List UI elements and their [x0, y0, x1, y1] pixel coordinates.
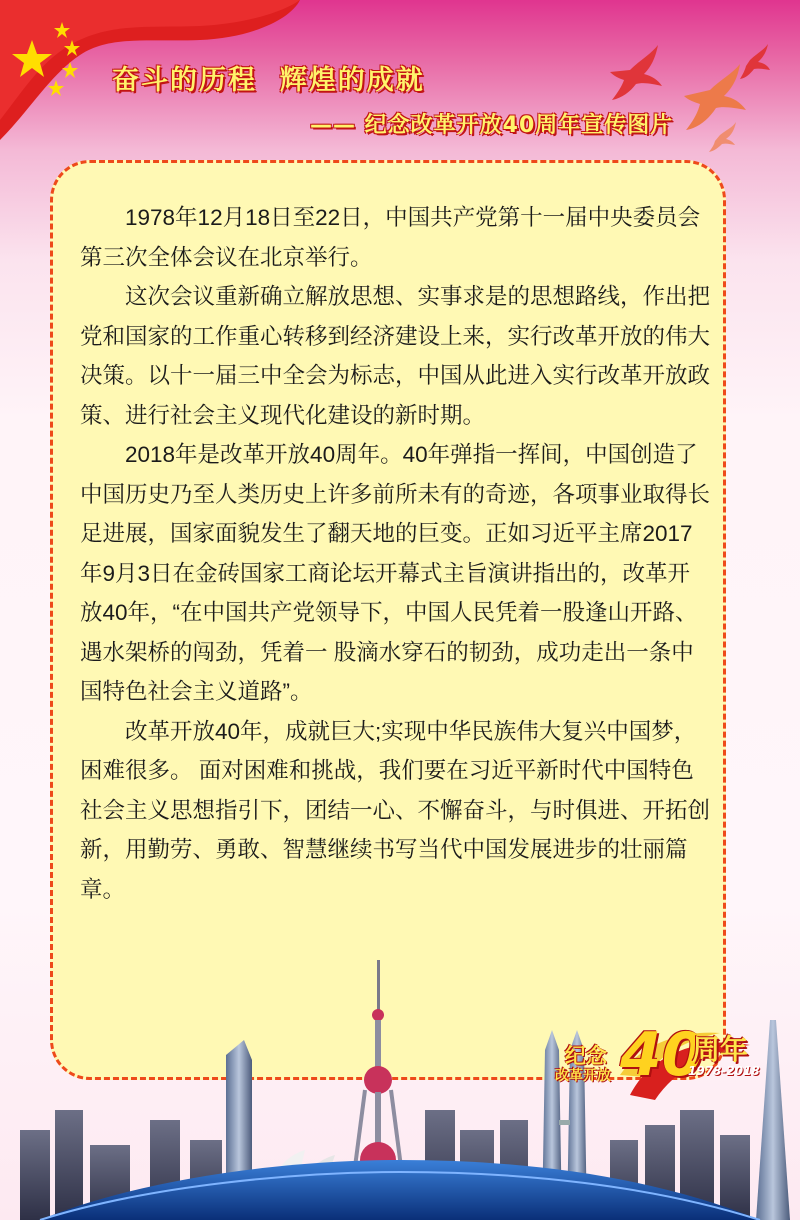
badge-years: 1978-2018 [688, 1064, 760, 1078]
headline: 奋斗的历程 辉煌的成就 [112, 65, 425, 96]
subheadline: —— 纪念改革开放40周年宣传图片 [310, 113, 674, 138]
article-paragraph: 1978年12月18日至22日，中国共产党第十一届中央委员会第三次全体会议在北京举行。 [80, 205, 701, 270]
badge-text-reform: 改革开放 [555, 1068, 611, 1084]
article-paragraph: 改革开放40年，成就巨大;实现中华民族伟大复兴中国梦，困难很多。 面对困难和挑战，我们要在习近平新时代中国特色社会主义思想指引下，团结一心、不懈奋斗，与时俱进、开拓创新，用勤劳、勇敢、智慧继续书写当代中国发展进步的壮丽篇章。 [80, 718, 711, 902]
article-body [80, 198, 710, 909]
badge-number: 40 [620, 1020, 704, 1090]
article-paragraph: 这次会议重新确立解放思想、实事求是的思想路线，作出把党和国家的工作重心转移到经济建设上来，实行改革开放的伟大决策。以十一届三中全会为标志，中国从此进入实行改革开放政策、进行社会主义现代化建设的新时期。 [80, 284, 711, 428]
badge-text-anniversary: 周年 [692, 1033, 749, 1066]
badge-text-commemorate: 纪念 [565, 1044, 607, 1068]
flying-doves-icon [600, 40, 790, 160]
article-paragraph: 2018年是改革开放40周年。40年弹指一挥间，中国创造了中国历史乃至人类历史上许多前所未有的奇迹，各项事业取得长足进展，国家面貌发生了翻天地的巨变。正如习近平主席2017年9月3日在金砖国家工商论坛开幕式主旨演讲指出的，改革开放40年，“在中国共产党领导下，中国人民凭着一股逢山开路、遇水架桥的闯劲，凭着一 股滴水穿石的韧劲，成功走出一条中国特色社会主义道路”。 [80, 442, 711, 704]
